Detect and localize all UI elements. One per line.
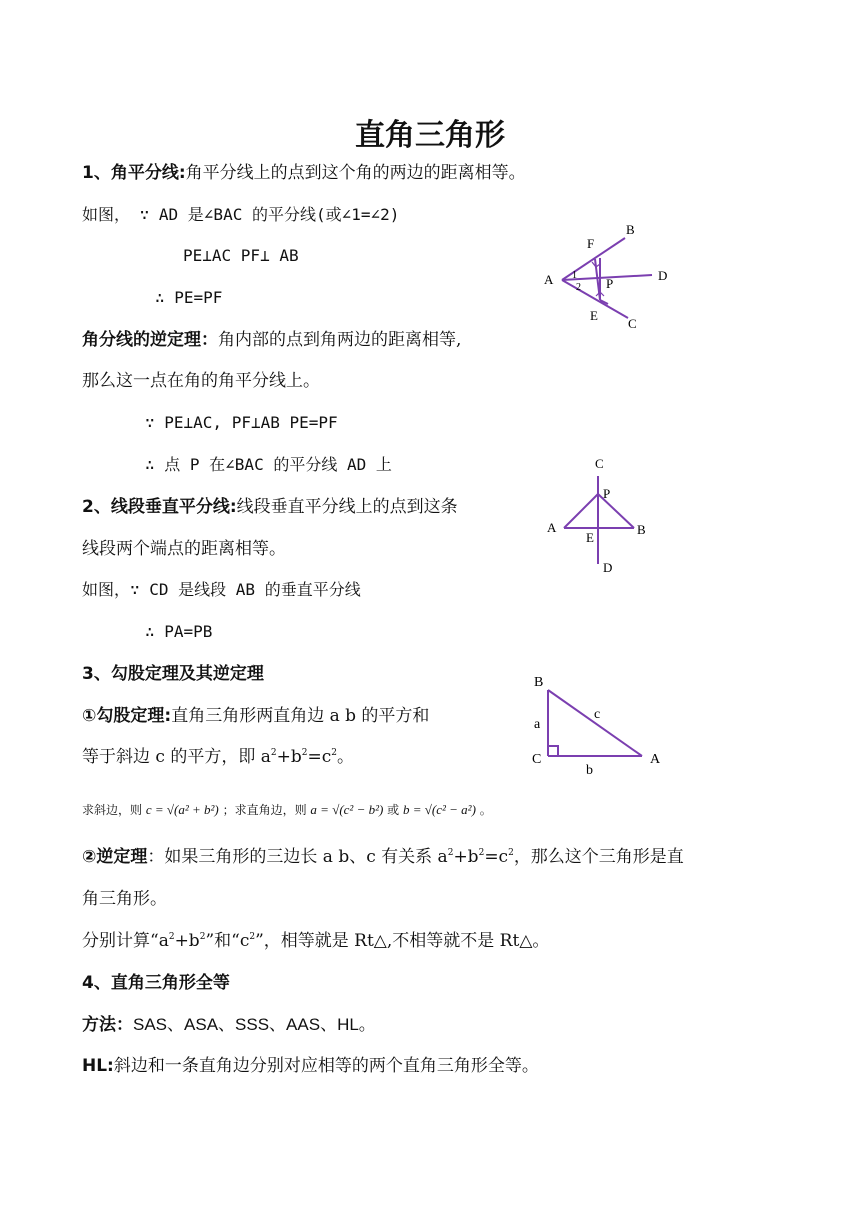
calc-line: 分别计算“$a^2+b^2$”和“$c^2$”，相等就是 Rt△,不相等就不是 Rt△。 — [82, 931, 550, 951]
section1-line4: ∴ PE=PF — [155, 288, 223, 307]
section1-heading: 1、角平分线: — [82, 163, 186, 183]
fig3-label-b-side: b — [586, 763, 593, 778]
fig1-label-d: D — [658, 268, 668, 283]
pythagorean-l2-mid1: +b — [276, 747, 302, 767]
fig3-label-a-vertex: A — [650, 752, 661, 767]
formula-leg-b: b = √(c² − a²) — [403, 802, 476, 817]
fig2-label-d: D — [603, 560, 613, 575]
page-title: 直角三角形 — [355, 118, 505, 153]
formula-line — [82, 799, 492, 821]
pythagorean-line1 — [82, 705, 429, 727]
section1-line8: ∴ 点 P 在∠BAC 的平分线 AD 上 — [145, 455, 392, 474]
fig1-label-a: A — [544, 272, 554, 287]
converse-line2: 角三角形。 — [82, 889, 167, 909]
fig3-label-a-side: a — [534, 717, 541, 732]
section1-text: 角平分线上的点到这个角的两边的距离相等。 — [185, 163, 526, 183]
section1-line7: ∵ PE⊥AC, PF⊥AB PE=PF — [145, 413, 338, 432]
hl-text: 斜边和一条直角边分别对应相等的两个直角三角形全等。 — [113, 1056, 539, 1076]
pythagorean-l2-mid2: =c — [307, 747, 332, 767]
section2-line3: 如图，∵ CD 是线段 AB 的垂直平分线 — [82, 580, 361, 599]
fig1-label-f: F — [587, 236, 595, 251]
section2-line2: 线段两个端点的距离相等。 — [82, 539, 286, 559]
fig2-label-p: P — [603, 486, 611, 501]
fig1-label-1: 1 — [572, 270, 577, 281]
pythagorean-text: 直角三角形两直角边 a b 的平方和 — [171, 706, 430, 726]
section2-line4: ∴ PA=PB — [145, 622, 213, 641]
section2-text: 线段垂直平分线上的点到这条 — [236, 497, 458, 517]
fig2-label-e: E — [586, 530, 594, 545]
right-triangle-figure — [526, 670, 671, 780]
converse-text-end: ，那么这个三角形是直 — [513, 847, 684, 867]
fig3-label-c-vertex: C — [532, 752, 542, 767]
converse-text-mid1: +b — [453, 847, 479, 867]
angle-bisector-figure — [540, 218, 680, 333]
pythagorean-l2-end: 。 — [336, 747, 354, 767]
calc-end: ”，相等就是 Rt△,不相等就不是 Rt△。 — [255, 931, 550, 951]
section2-line1 — [82, 496, 458, 518]
fig1-label-e: E — [590, 308, 598, 323]
section1-line2: 如图， ∵ AD 是∠BAC 的平分线(或∠1=∠2) — [82, 205, 400, 224]
section4-heading: 4、直角三角形全等 — [82, 973, 230, 993]
calc-pre: 分别计算“a — [82, 931, 169, 951]
formula-end: 。 — [479, 803, 492, 817]
formula-pre: 求斜边，则 — [82, 803, 143, 817]
pythagorean-heading: ①勾股定理: — [82, 706, 172, 726]
fig3-label-b-vertex: B — [534, 675, 544, 690]
formula-leg-a: a = √(c² − b²) — [310, 802, 384, 817]
section1-inverse-line — [82, 329, 461, 351]
perpendicular-bisector-figure — [540, 454, 660, 579]
fig3-label-c-side: c — [594, 707, 601, 722]
fig1-label-2: 2 — [576, 282, 581, 293]
fig1-label-b: B — [626, 222, 635, 237]
hl-line — [82, 1055, 539, 1077]
section2-heading: 2、线段垂直平分线: — [82, 497, 237, 517]
hl-heading: HL: — [82, 1056, 114, 1076]
method-text: SAS、ASA、SSS、AAS、HL。 — [133, 1015, 376, 1034]
fig2-label-a: A — [547, 520, 557, 535]
fig2-label-c: C — [595, 456, 604, 471]
converse-text-mid2: =c — [484, 847, 509, 867]
formula-or: 或 — [387, 803, 400, 817]
inverse-theorem-heading: 角分线的逆定理： — [82, 330, 218, 350]
fig1-label-p: P — [606, 276, 614, 291]
section3-heading: 3、勾股定理及其逆定理 — [82, 664, 264, 684]
formula-hypotenuse: c = √(a² + b²) — [145, 802, 219, 817]
section1-line6: 那么这一点在角的角平分线上。 — [82, 371, 320, 391]
converse-text-pre: ：如果三角形的三边长 a b、c 有关系 a — [147, 847, 448, 867]
method-heading: 方法： — [82, 1015, 133, 1035]
formula-mid: ；求直角边，则 — [222, 803, 307, 817]
calc-mid2: ”和“c — [205, 931, 250, 951]
fig2-label-b: B — [637, 522, 646, 537]
converse-heading: ②逆定理 — [82, 847, 148, 867]
calc-mid1: +b — [174, 931, 200, 951]
method-line — [82, 1014, 376, 1036]
inverse-theorem-text: 角内部的点到角两边的距离相等, — [218, 330, 462, 350]
fig1-label-c: C — [628, 316, 637, 331]
section1-line3: PE⊥AC PF⊥ AB — [183, 246, 299, 265]
section1-line1 — [82, 162, 526, 184]
converse-line1: ②逆定理：如果三角形的三边长 a b、c 有关系 $a^2+b^2=c^2$，那么这个三角形是直 — [82, 847, 684, 867]
pythagorean-l2-pre: 等于斜边 c 的平方，即 a — [82, 747, 271, 767]
pythagorean-line2: 等于斜边 c 的平方，即 $a^2+b^2=c^2$。 — [82, 747, 354, 767]
